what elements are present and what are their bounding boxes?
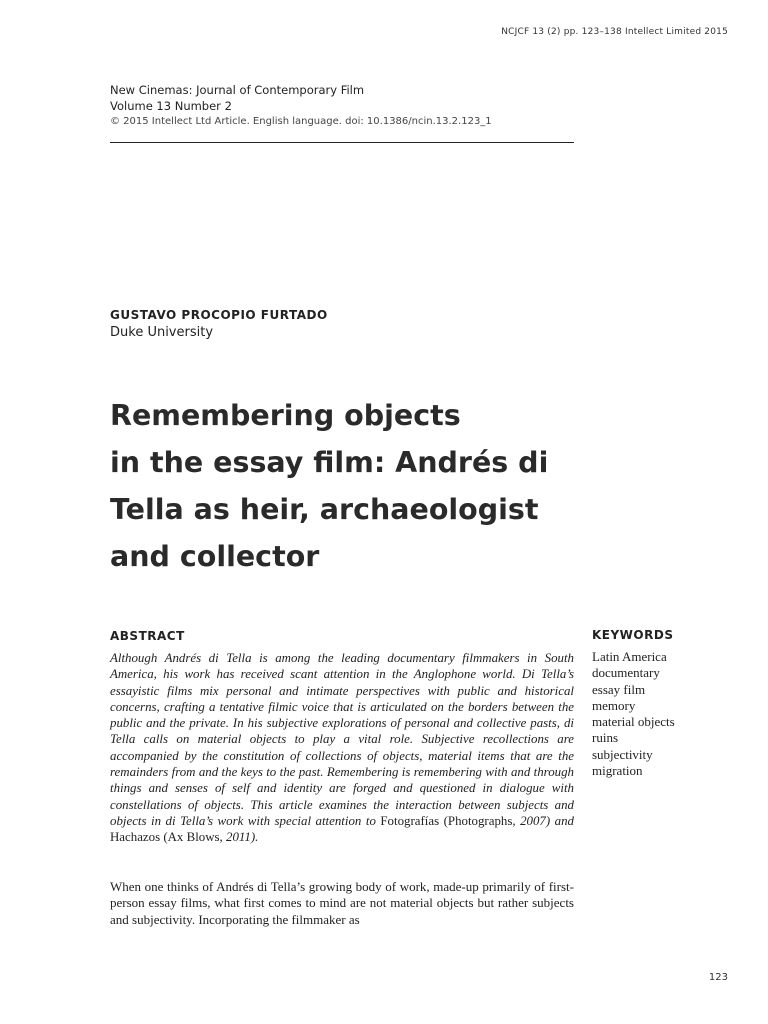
title-line: in the essay film: Andrés di [110, 446, 549, 479]
journal-name: New Cinemas: Journal of Contemporary Film [110, 83, 365, 97]
film-title: Hachazos [110, 830, 161, 845]
film-year: 2011). [226, 830, 259, 845]
keywords-list [592, 649, 742, 779]
keyword-item: subjectivity [592, 746, 653, 762]
keyword-item: material objects [592, 714, 675, 730]
body-paragraph: When one thinks of Andrés di Tella’s growing body of work, made-up primarily of first-person essay films, what first comes to mind are not material objects but rather subjects and subjectivity. Incorporating the filmmaker as [110, 879, 574, 927]
abstract-heading: ABSTRACT [110, 629, 185, 643]
abstract-text [110, 650, 574, 846]
film-translation: (Photographs, [439, 813, 521, 828]
keyword-item: migration [592, 763, 643, 779]
journal-copyright: © 2015 Intellect Ltd Article. English language. doi: 10.1386/ncin.13.2.123_1 [110, 116, 492, 127]
journal-info [110, 82, 574, 130]
film-year: 2007) and [520, 813, 574, 828]
keyword-item: memory [592, 697, 636, 713]
abstract-body: Although Andrés di Tella is among the leading documentary filmmakers in South America, his work has received scant attention in the Anglophone world. Di Tella’s essayistic films mix personal and intimate perspectives with public and historical concerns, crafting a tentative filmic voice that is articulated on the borders between the public and the private. In his subjective explorations of personal and collective pasts, di Tella calls on material objects to play a vital role. Subjective recollections are accompanied by the constitution of collections of objects, material items that are the remainders from and the keys to the past. Remembering is remembering with and through things and senses of self and identity are forged and questioned in dialogue with constellations of objects. This article examines the interaction between subjects and objects in di Tella’s work with special attention to [110, 651, 574, 828]
keyword-item: Latin America [592, 649, 667, 664]
keyword-item: documentary [592, 665, 660, 681]
keyword-item: ruins [592, 730, 618, 746]
author-affiliation: Duke University [110, 325, 214, 340]
header-rule [110, 142, 574, 143]
title-line: Tella as heir, archaeologist [110, 493, 539, 526]
title-line: and collector [110, 540, 320, 573]
keyword-item: essay film [592, 681, 646, 697]
keywords-heading: KEYWORDS [592, 628, 674, 642]
author-name: GUSTAVO PROCOPIO FURTADO [110, 308, 328, 322]
running-head: NCJCF 13 (2) pp. 123–138 Intellect Limited 2015 [501, 27, 728, 37]
page-number: 123 [708, 972, 728, 983]
article-title [110, 392, 580, 580]
film-title: Fotografías [380, 813, 440, 828]
film-translation: (Ax Blows, [160, 830, 226, 845]
journal-volume: Volume 13 Number 2 [110, 99, 232, 113]
title-line: Remembering objects [110, 399, 461, 432]
